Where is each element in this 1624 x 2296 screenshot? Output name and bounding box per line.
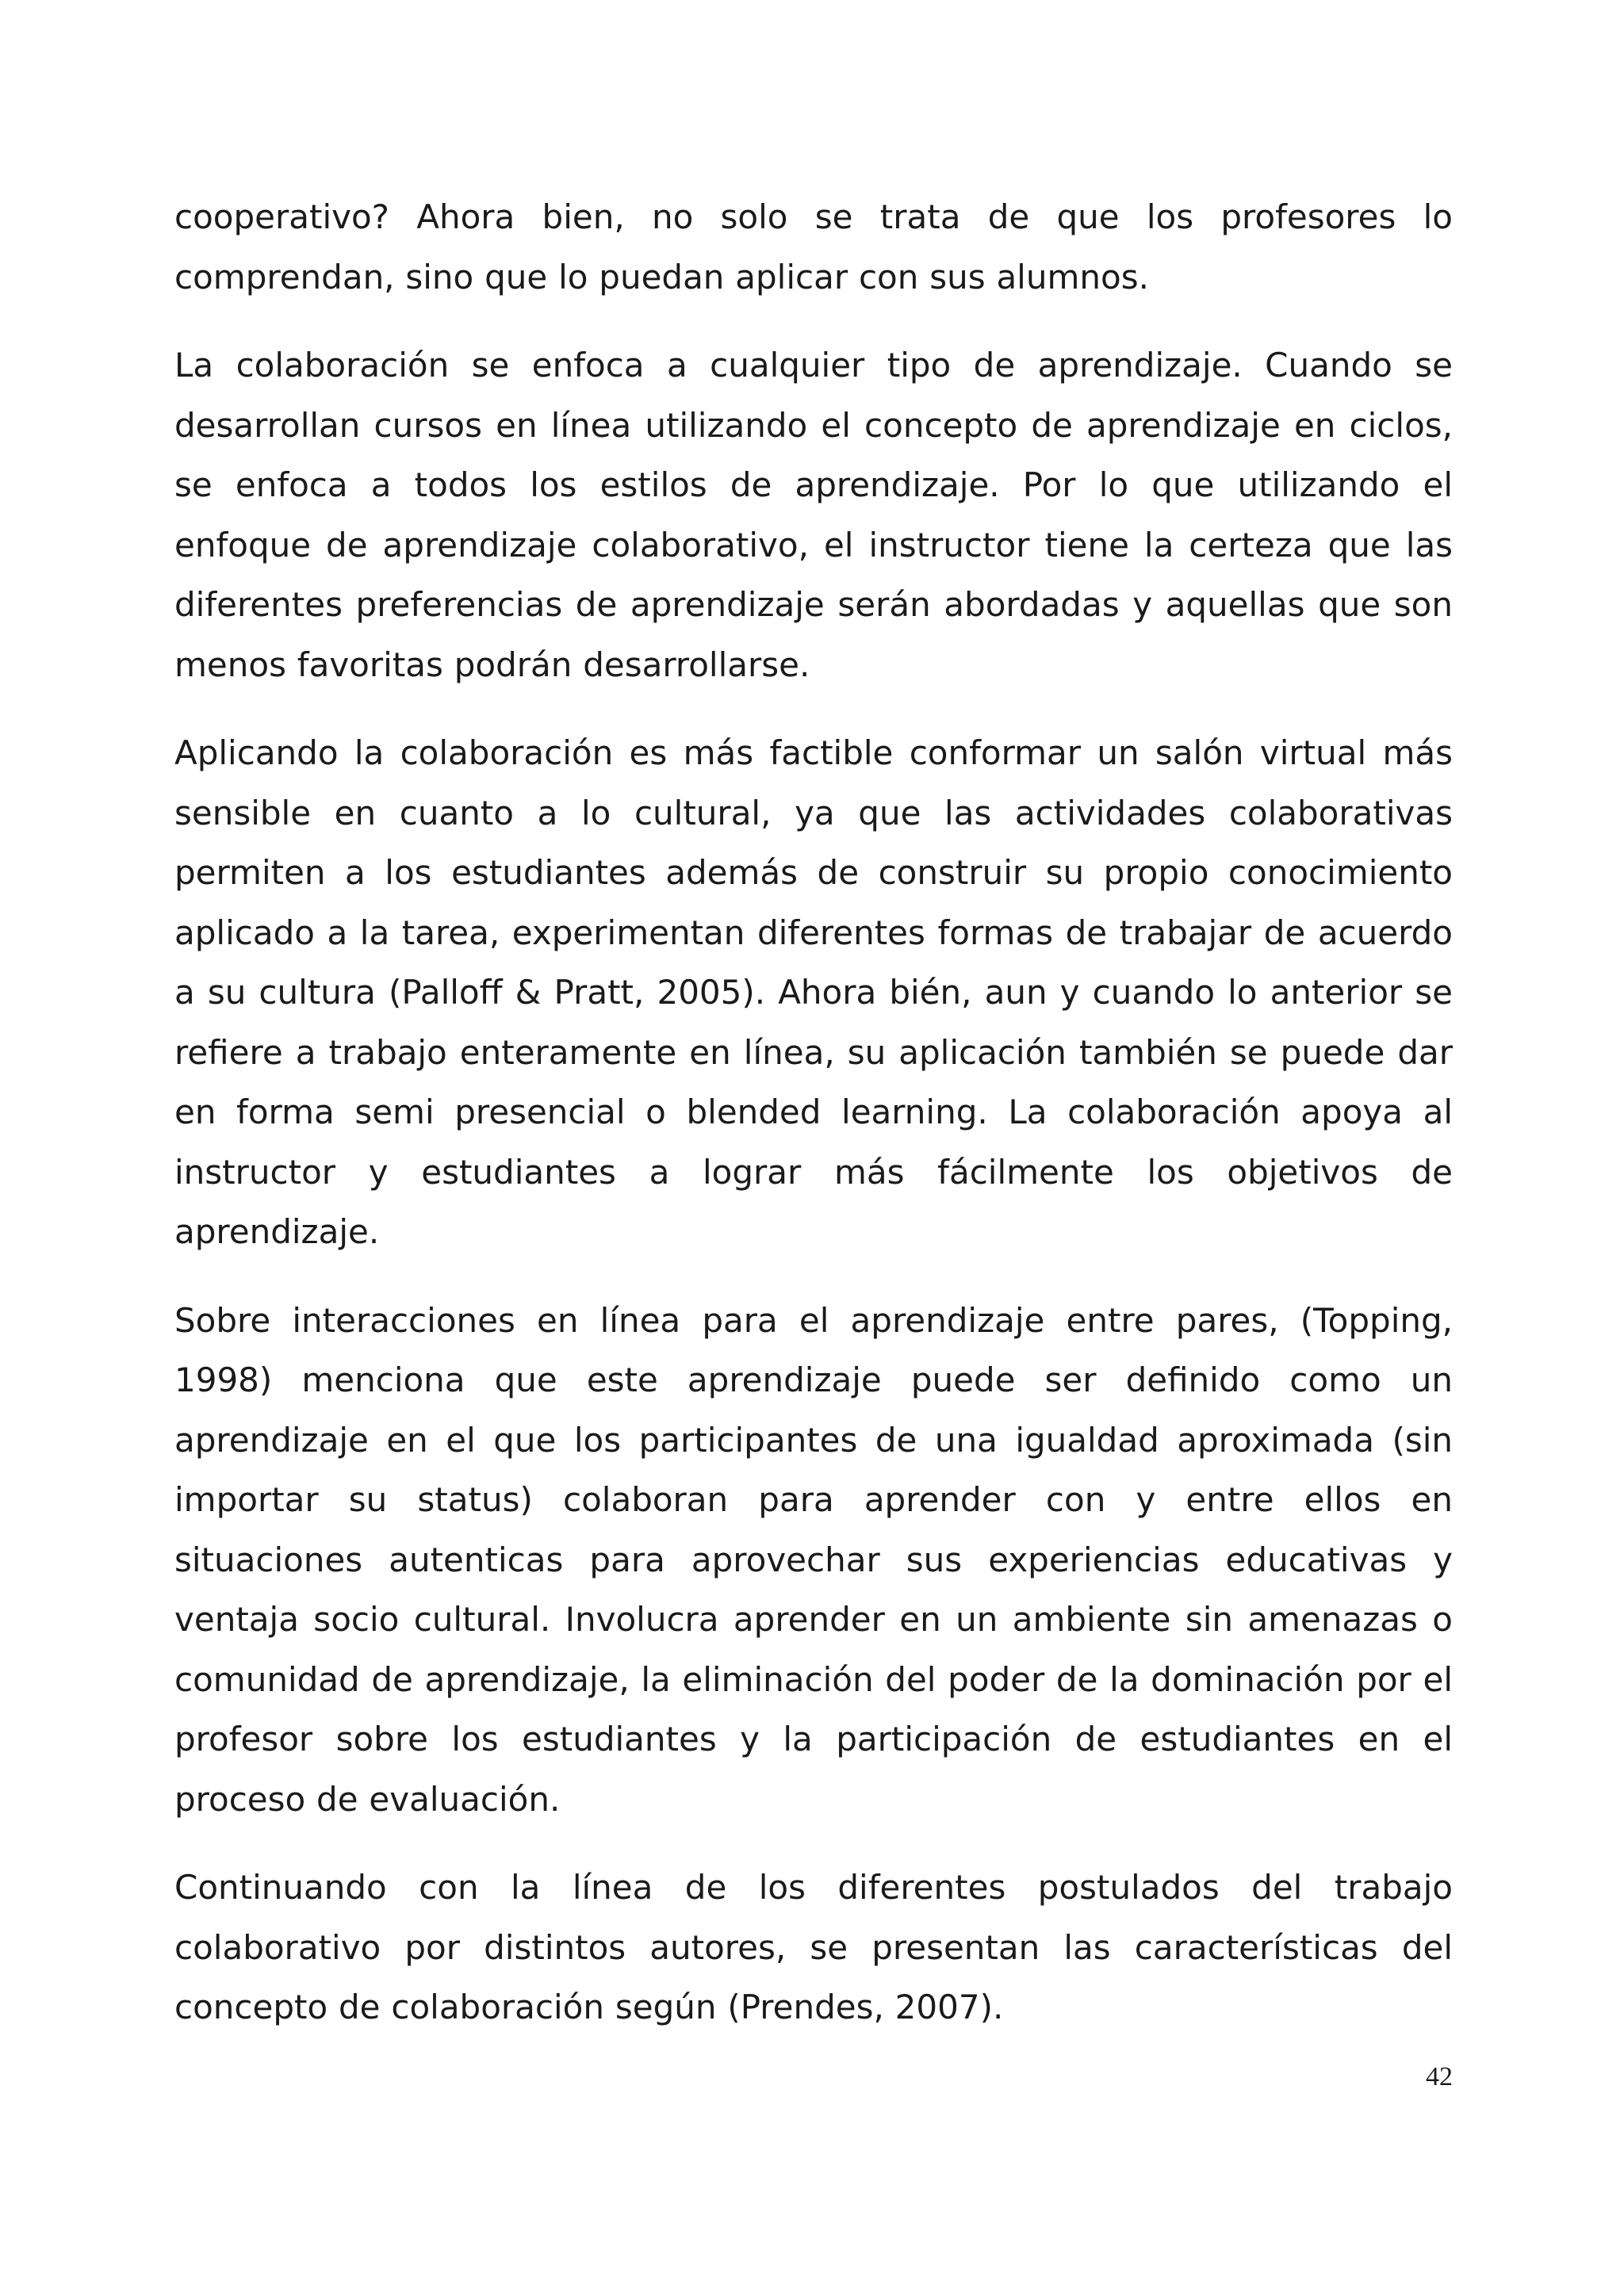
page-number: 42	[1426, 2062, 1453, 2091]
paragraph-1: cooperativo? Ahora bien, no solo se trata de que los profesores lo comprendan, sino que lo puedan aplicar con sus alumnos.	[174, 197, 1453, 297]
paragraph-5: Continuando con la línea de los diferentes postulados del trabajo colaborativo por distintos autores, se presentan las características del concepto de colaboración según (Prendes, 2007).	[174, 1868, 1453, 2026]
paragraph-2: La colaboración se enfoca a cualquier tipo de aprendizaje. Cuando se desarrollan cursos en línea utilizando el concepto de aprendizaje en ciclos, se enfoca a todos los estilos de aprendizaje. Por lo que utilizando el enfoque de aprendizaje colaborativo, el instructor tiene la certeza que las diferentes preferencias de aprendizaje serán abordadas y aquellas que son menos favoritas podrán desarrollarse.	[174, 346, 1453, 684]
body-text	[174, 187, 1453, 2066]
paragraph-3: Aplicando la colaboración es más factible conformar un salón virtual más sensible en cuanto a lo cultural, ya que las actividades colaborativas permiten a los estudiantes además de construir su propio conocimiento aplicado a la tarea, experimentan diferentes formas de trabajar de acuerdo a su cultura (Palloff & Pratt, 2005). Ahora bién, aun y cuando lo anterior se refiere a trabajo enteramente en línea, su aplicación también se puede dar en forma semi presencial o blended learning. La colaboración apoya al instructor y estudiantes a lograr más fácilmente los objetivos de aprendizaje.	[174, 733, 1453, 1251]
paragraph-4: Sobre interacciones en línea para el aprendizaje entre pares, (Topping, 1998) menciona que este aprendizaje puede ser definido como un aprendizaje en el que los participantes de una igualdad aproximada (sin importar su status) colaboran para aprender con y entre ellos en situaciones autenticas para aprovechar sus experiencias educativas y ventaja socio cultural. Involucra aprender en un ambiente sin amenazas o comunidad de aprendizaje, la eliminación del poder de la dominación por el profesor sobre los estudiantes y la participación de estudiantes en el proceso de evaluación.	[174, 1300, 1453, 1819]
